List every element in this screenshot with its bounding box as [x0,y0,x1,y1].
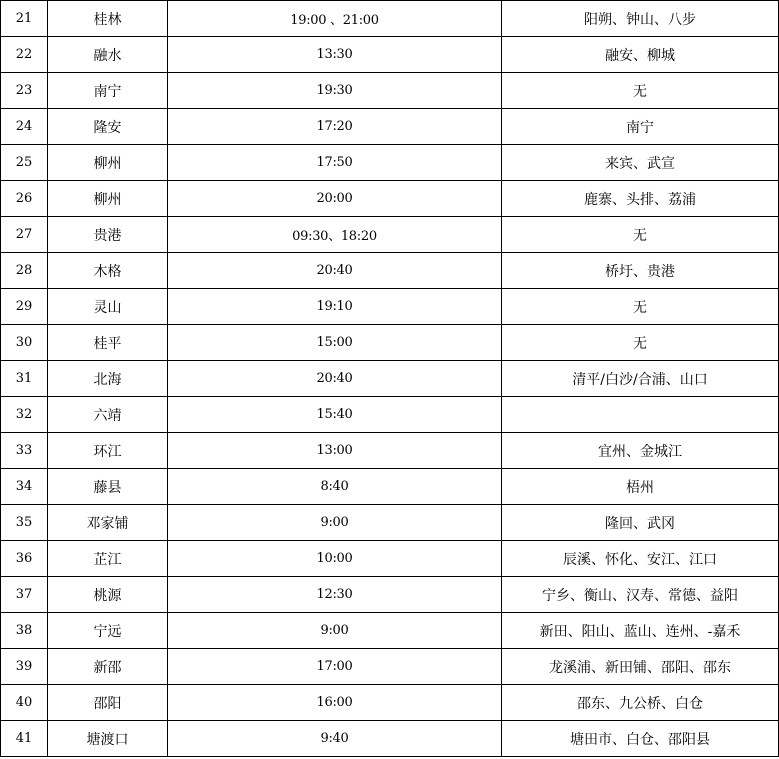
origin-city: 木格 [48,253,168,289]
table-row [1,37,779,73]
row-number: 27 [1,217,48,253]
row-number: 31 [1,361,48,397]
row-number: 29 [1,289,48,325]
origin-city: 塘渡口 [48,721,168,757]
departure-time: 17:00 [168,649,502,685]
row-number: 28 [1,253,48,289]
departure-time: 12:30 [168,577,502,613]
table-row [1,145,779,181]
departure-time: 9:40 [168,721,502,757]
table-row [1,397,779,433]
departure-time: 10:00 [168,541,502,577]
origin-city: 柳州 [48,181,168,217]
table-row [1,253,779,289]
stops: 无 [502,217,779,253]
table-row [1,1,779,37]
origin-city: 桂林 [48,1,168,37]
stops: 来宾、武宣 [502,145,779,181]
stops: 塘田市、白仓、邵阳县 [502,721,779,757]
origin-city: 六靖 [48,397,168,433]
table-row [1,325,779,361]
origin-city: 北海 [48,361,168,397]
table-row [1,109,779,145]
table-row [1,685,779,721]
origin-city: 宁远 [48,613,168,649]
stops: 邵东、九公桥、白仓 [502,685,779,721]
departure-time: 13:30 [168,37,502,73]
stops: 辰溪、怀化、安江、江口 [502,541,779,577]
origin-city: 隆安 [48,109,168,145]
origin-city: 南宁 [48,73,168,109]
table-row [1,217,779,253]
row-number: 22 [1,37,48,73]
departure-time: 9:00 [168,505,502,541]
stops [502,397,779,433]
departure-time: 17:20 [168,109,502,145]
origin-city: 桂平 [48,325,168,361]
table-row [1,613,779,649]
stops: 宜州、金城江 [502,433,779,469]
origin-city: 贵港 [48,217,168,253]
departure-time: 17:50 [168,145,502,181]
origin-city: 融水 [48,37,168,73]
row-number: 33 [1,433,48,469]
row-number: 39 [1,649,48,685]
departure-time: 09:30、18:20 [168,217,502,253]
stops: 新田、阳山、蓝山、连州、-嘉禾 [502,613,779,649]
row-number: 24 [1,109,48,145]
table-row [1,541,779,577]
row-number: 40 [1,685,48,721]
stops: 梧州 [502,469,779,505]
departure-time: 19:10 [168,289,502,325]
departure-time: 15:00 [168,325,502,361]
departure-time: 20:40 [168,253,502,289]
departure-time: 9:00 [168,613,502,649]
table-row [1,181,779,217]
row-number: 38 [1,613,48,649]
departure-time: 20:40 [168,361,502,397]
stops: 南宁 [502,109,779,145]
stops: 桥圩、贵港 [502,253,779,289]
departure-time: 16:00 [168,685,502,721]
row-number: 30 [1,325,48,361]
table-row [1,469,779,505]
table-row [1,577,779,613]
departure-time: 8:40 [168,469,502,505]
departure-time: 15:40 [168,397,502,433]
stops: 清平/白沙/合浦、山口 [502,361,779,397]
row-number: 25 [1,145,48,181]
table-row [1,505,779,541]
origin-city: 藤县 [48,469,168,505]
stops: 龙溪浦、新田铺、邵阳、邵东 [502,649,779,685]
stops: 融安、柳城 [502,37,779,73]
origin-city: 柳州 [48,145,168,181]
row-number: 23 [1,73,48,109]
table-row [1,649,779,685]
row-number: 21 [1,1,48,37]
stops: 无 [502,73,779,109]
row-number: 36 [1,541,48,577]
origin-city: 灵山 [48,289,168,325]
table-row [1,433,779,469]
table-row [1,73,779,109]
row-number: 37 [1,577,48,613]
origin-city: 邓家铺 [48,505,168,541]
origin-city: 桃源 [48,577,168,613]
table-row [1,289,779,325]
origin-city: 环江 [48,433,168,469]
table-row [1,721,779,757]
row-number: 41 [1,721,48,757]
stops: 隆回、武冈 [502,505,779,541]
row-number: 35 [1,505,48,541]
origin-city: 芷江 [48,541,168,577]
row-number: 26 [1,181,48,217]
departure-time: 20:00 [168,181,502,217]
row-number: 34 [1,469,48,505]
table-row [1,361,779,397]
schedule-table-body [1,1,779,757]
stops: 无 [502,289,779,325]
stops: 阳朔、钟山、八步 [502,1,779,37]
departure-time: 19:30 [168,73,502,109]
origin-city: 新邵 [48,649,168,685]
departure-time: 13:00 [168,433,502,469]
stops: 无 [502,325,779,361]
stops: 鹿寨、头排、荔浦 [502,181,779,217]
origin-city: 邵阳 [48,685,168,721]
row-number: 32 [1,397,48,433]
departure-time: 19:00 、21:00 [168,1,502,37]
stops: 宁乡、衡山、汉寿、常德、益阳 [502,577,779,613]
